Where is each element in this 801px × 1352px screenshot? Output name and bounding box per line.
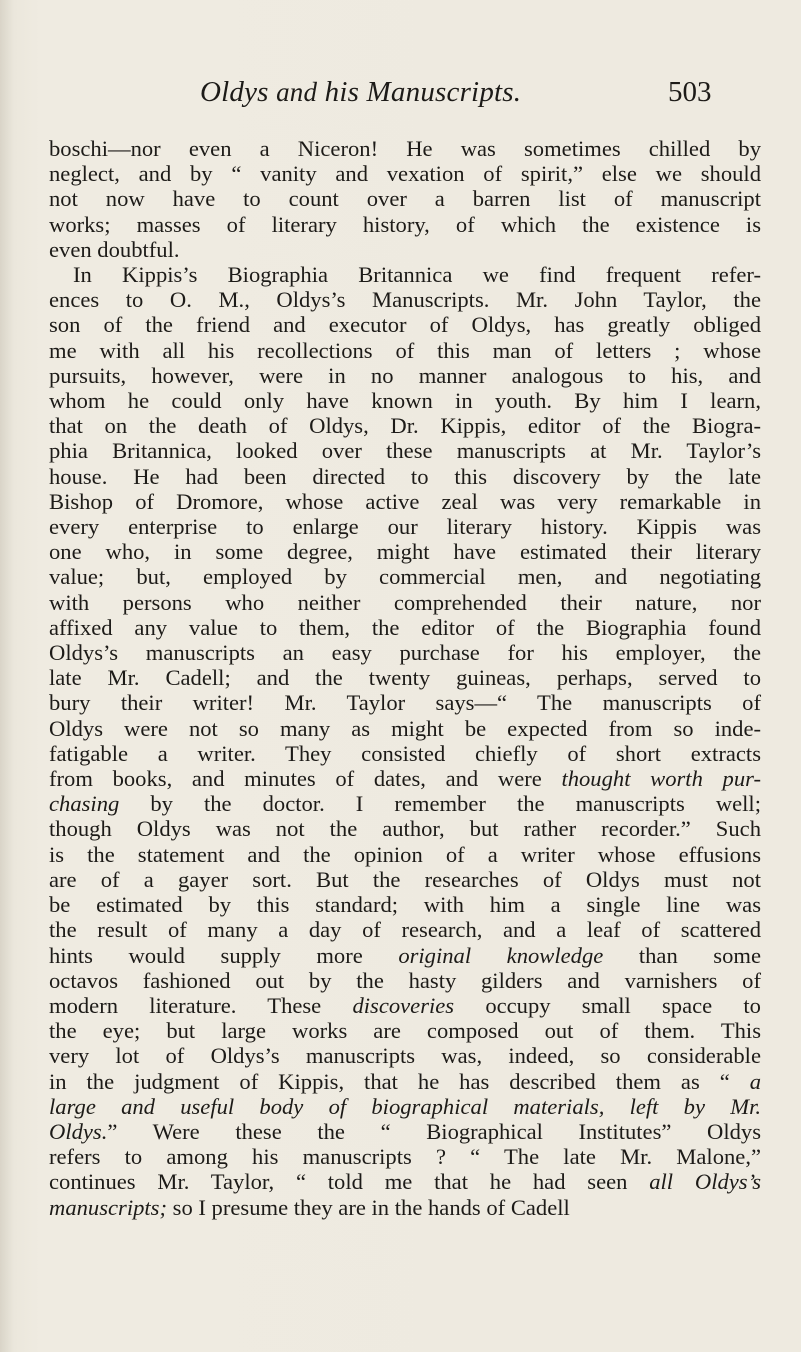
line-text: Oldys’s manuscripts an easy purchase for his employer, the <box>49 640 761 666</box>
text-line <box>49 590 761 615</box>
line-text: neglect, and by “ vanity and vexation of spirit,” else we should <box>49 161 761 187</box>
line-text: be estimated by this standard; with him a single line was <box>49 892 761 918</box>
line-text: house. He had been directed to this discovery by the late <box>49 463 761 489</box>
line-text: affixed any value to them, the editor of the Biographia found <box>49 614 761 640</box>
text-line <box>49 388 761 413</box>
text-line <box>49 136 761 161</box>
line-text: Oldys were not so many as might be expected from so inde- <box>49 715 761 741</box>
line-text: is the statement and the opinion of a writer whose effusions <box>49 841 761 867</box>
line-text: continues Mr. Taylor, “ told me that he had seen <box>49 1169 650 1195</box>
text-line <box>49 867 761 892</box>
text-line <box>49 237 761 262</box>
line-text: the result of many a day of research, and a leaf of scattered <box>49 917 761 943</box>
line-text: whom he could only have known in youth. By him I learn, <box>49 388 761 414</box>
text-line <box>49 816 761 841</box>
line-text: phia Britannica, looked over these manuscripts at Mr. Taylor’s <box>49 438 761 464</box>
running-title-part: Oldys <box>200 76 277 108</box>
text-line <box>49 791 761 816</box>
text-line <box>49 665 761 690</box>
text-line <box>49 640 761 665</box>
text-line <box>49 464 761 489</box>
body-text <box>49 136 761 1220</box>
text-line <box>49 1144 761 1169</box>
line-text: late Mr. Cadell; and the twenty guineas, perhaps, served to <box>49 665 761 691</box>
text-line <box>49 338 761 363</box>
text-line <box>49 1043 761 1068</box>
line-text: In Kippis’s Biographia Britannica we find frequent refer- <box>73 262 761 288</box>
italic-text: a <box>749 1068 761 1094</box>
line-text: with persons who neither comprehended their nature, nor <box>49 589 761 615</box>
text-line <box>49 943 761 968</box>
line-text: son of the friend and executor of Oldys, has greatly obliged <box>49 312 761 338</box>
text-line <box>49 312 761 337</box>
running-title-part: and <box>276 77 318 107</box>
line-text: value; but, employed by commercial men, and negotiating <box>49 564 761 590</box>
page-number: 503 <box>668 76 712 108</box>
italic-text: thought worth pur- <box>561 766 761 792</box>
text-line <box>49 1195 761 1220</box>
text-line <box>49 842 761 867</box>
text-line <box>49 1094 761 1119</box>
text-line <box>49 363 761 388</box>
text-line <box>49 1169 761 1194</box>
text-line <box>49 968 761 993</box>
line-text: are of a gayer sort. But the researches of Oldys must not <box>49 866 761 892</box>
text-line <box>49 917 761 942</box>
line-text: that on the death of Oldys, Dr. Kippis, editor of the Biogra- <box>49 413 761 439</box>
italic-text: large and useful body of biographical materials, left by Mr. <box>49 1093 761 1119</box>
line-text: refers to among his manuscripts ? “ The late Mr. Malone,” <box>49 1144 761 1170</box>
text-line <box>49 514 761 539</box>
text-line <box>49 438 761 463</box>
text-line <box>49 564 761 589</box>
text-line <box>49 615 761 640</box>
italic-text: Oldys. <box>49 1118 108 1144</box>
text-line <box>49 716 761 741</box>
italic-text: original knowledge <box>398 942 604 968</box>
text-line <box>49 212 761 237</box>
line-text: from books, and minutes of dates, and were <box>49 766 562 792</box>
text-line <box>49 1119 761 1144</box>
line-text: modern literature. These <box>49 992 353 1018</box>
text-line <box>49 489 761 514</box>
line-text: octavos fashioned out by the hasty gilders and varnishers of <box>49 967 761 993</box>
line-text: even doubtful. <box>49 236 180 262</box>
running-head <box>0 76 801 116</box>
line-text: the eye; but large works are composed out of them. This <box>49 1018 761 1044</box>
line-text: works; masses of literary history, of which the existence is <box>49 211 761 237</box>
text-line <box>49 741 761 766</box>
italic-text: discoveries <box>352 992 455 1018</box>
line-text: occupy small space to <box>454 992 761 1018</box>
text-line <box>49 186 761 211</box>
text-line <box>49 161 761 186</box>
line-text: hints would supply more <box>49 942 399 968</box>
text-line <box>49 413 761 438</box>
line-text: not now have to count over a barren list of manuscript <box>49 186 761 212</box>
line-text: pursuits, however, were in no manner analogous to his, and <box>49 362 761 388</box>
line-text: boschi—nor even a Niceron! He was sometimes chilled by <box>49 136 761 161</box>
italic-text: all Oldys’s <box>649 1169 761 1195</box>
line-text: me with all his recollections of this man of letters ; whose <box>49 337 761 363</box>
line-text: ” Were these the “ Biographical Institutes” Oldys <box>107 1118 761 1144</box>
line-text: every enterprise to enlarge our literary history. Kippis was <box>49 514 761 540</box>
line-text: Bishop of Dromore, whose active zeal was very remarkable in <box>49 488 761 514</box>
text-line <box>49 287 761 312</box>
line-text: though Oldys was not the author, but rather recorder.” Such <box>49 816 761 842</box>
line-text: ences to O. M., Oldys’s Manuscripts. Mr. John Taylor, the <box>49 287 761 313</box>
italic-text: manuscripts; <box>49 1194 167 1220</box>
running-title <box>200 76 521 109</box>
text-line <box>49 1018 761 1043</box>
running-title-part: his Manuscripts. <box>317 76 522 108</box>
line-text: very lot of Oldys’s manuscripts was, indeed, so considerable <box>49 1043 761 1069</box>
line-text: one who, in some degree, might have estimated their literary <box>49 539 761 565</box>
text-line <box>49 539 761 564</box>
line-text: so I presume they are in the hands of Cadell <box>167 1194 570 1220</box>
text-line <box>49 766 761 791</box>
text-line <box>49 892 761 917</box>
text-line <box>49 993 761 1018</box>
line-text: in the judgment of Kippis, that he has described them as “ <box>49 1068 750 1094</box>
text-line <box>49 262 761 287</box>
italic-text: chasing <box>49 791 120 817</box>
line-text: by the doctor. I remember the manuscripts well; <box>119 791 761 817</box>
line-text: than some <box>603 942 761 968</box>
text-line <box>49 1069 761 1094</box>
line-text: fatigable a writer. They consisted chiefly of short extracts <box>49 740 761 766</box>
line-text: bury their writer! Mr. Taylor says—“ The manuscripts of <box>49 690 761 716</box>
text-line <box>49 690 761 715</box>
